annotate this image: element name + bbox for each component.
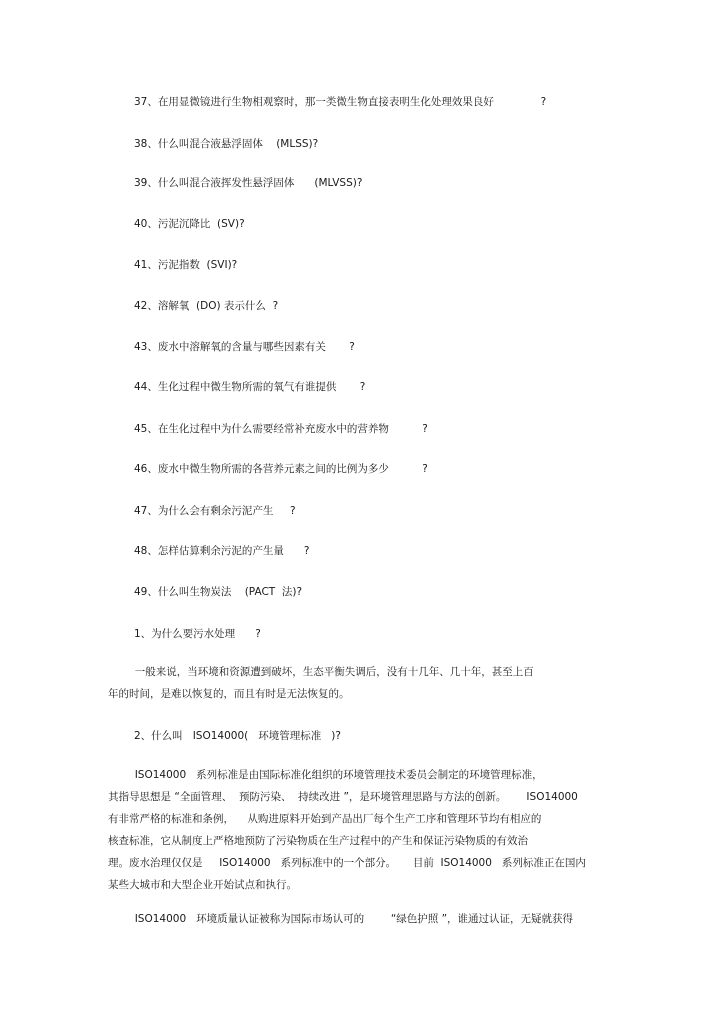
question-39: 39、什么叫混合液挥发性悬浮固体 (MLVSS)? (134, 177, 363, 189)
question-45: 45、在生化过程中为什么需要经常补充废水中的营养物 ? (134, 423, 428, 435)
paragraph-line: 一般来说，当环境和资源遭到破坏，生态平衡失调后，没有十几年、几十年，甚至上百 (108, 666, 534, 678)
paragraph-line: 其指导思想是 “全面管理、 预防污染、 持续改进 ”，是环境管理思路与方法的创新。 ISO14000 (108, 791, 578, 803)
paragraph-line: ISO14000 环境质量认证被称为国际市场认可的 “绿色护照 ”，谁通过认证，无疑就获得 (108, 913, 574, 925)
section-2-paragraph (108, 764, 618, 896)
section-2-paragraph-2 (108, 908, 618, 930)
paragraph-line: 有非常严格的标准和条例， 从购进原料开始到产品出厂每个生产工序和管理环节均有相应的 (108, 813, 542, 825)
question-43: 43、废水中溶解氧的含量与哪些因素有关 ? (134, 341, 355, 353)
question-49: 49、什么叫生物炭法 (PACT 法)? (134, 586, 303, 598)
section-2-heading: 2、什么叫 ISO14000( 环境管理标准 )? (134, 730, 341, 742)
section-1-heading: 1、为什么要污水处理 ? (134, 628, 261, 640)
question-44: 44、生化过程中微生物所需的氧气有谁提供 ? (134, 381, 366, 393)
paragraph-line: 某些大城市和大型企业开始试点和执行。 (108, 879, 297, 891)
question-37: 37、在用显微镜进行生物相观察时，那一类微生物直接表明生化处理效果良好 ? (134, 96, 547, 108)
question-47: 47、为什么会有剩余污泥产生 ? (134, 505, 296, 517)
paragraph-line: ISO14000 系列标准是由国际标准化组织的环境管理技术委员会制定的环境管理标准， (108, 769, 543, 781)
section-1-paragraph (108, 661, 618, 705)
question-48: 48、怎样估算剩余污泥的产生量 ? (134, 545, 310, 557)
question-40: 40、污泥沉降比 (SV)? (134, 218, 245, 230)
paragraph-line: 理。废水治理仅仅是 ISO14000 系列标准中的一个部分。 目前 ISO14000 系列标准正在国内 (108, 857, 586, 869)
question-38: 38、什么叫混合液悬浮固体 (MLSS)? (134, 138, 319, 150)
question-41: 41、污泥指数 (SVI)? (134, 259, 238, 271)
paragraph-line: 核查标准，它从制度上严格地预防了污染物质在生产过程中的产生和保证污染物质的有效治 (108, 835, 528, 847)
paragraph-line: 年的时间，是难以恢复的，而且有时是无法恢复的。 (108, 688, 350, 700)
question-46: 46、废水中微生物所需的各营养元素之间的比例为多少 ? (134, 463, 428, 475)
question-42: 42、溶解氧 (DO) 表示什么 ? (134, 300, 279, 312)
